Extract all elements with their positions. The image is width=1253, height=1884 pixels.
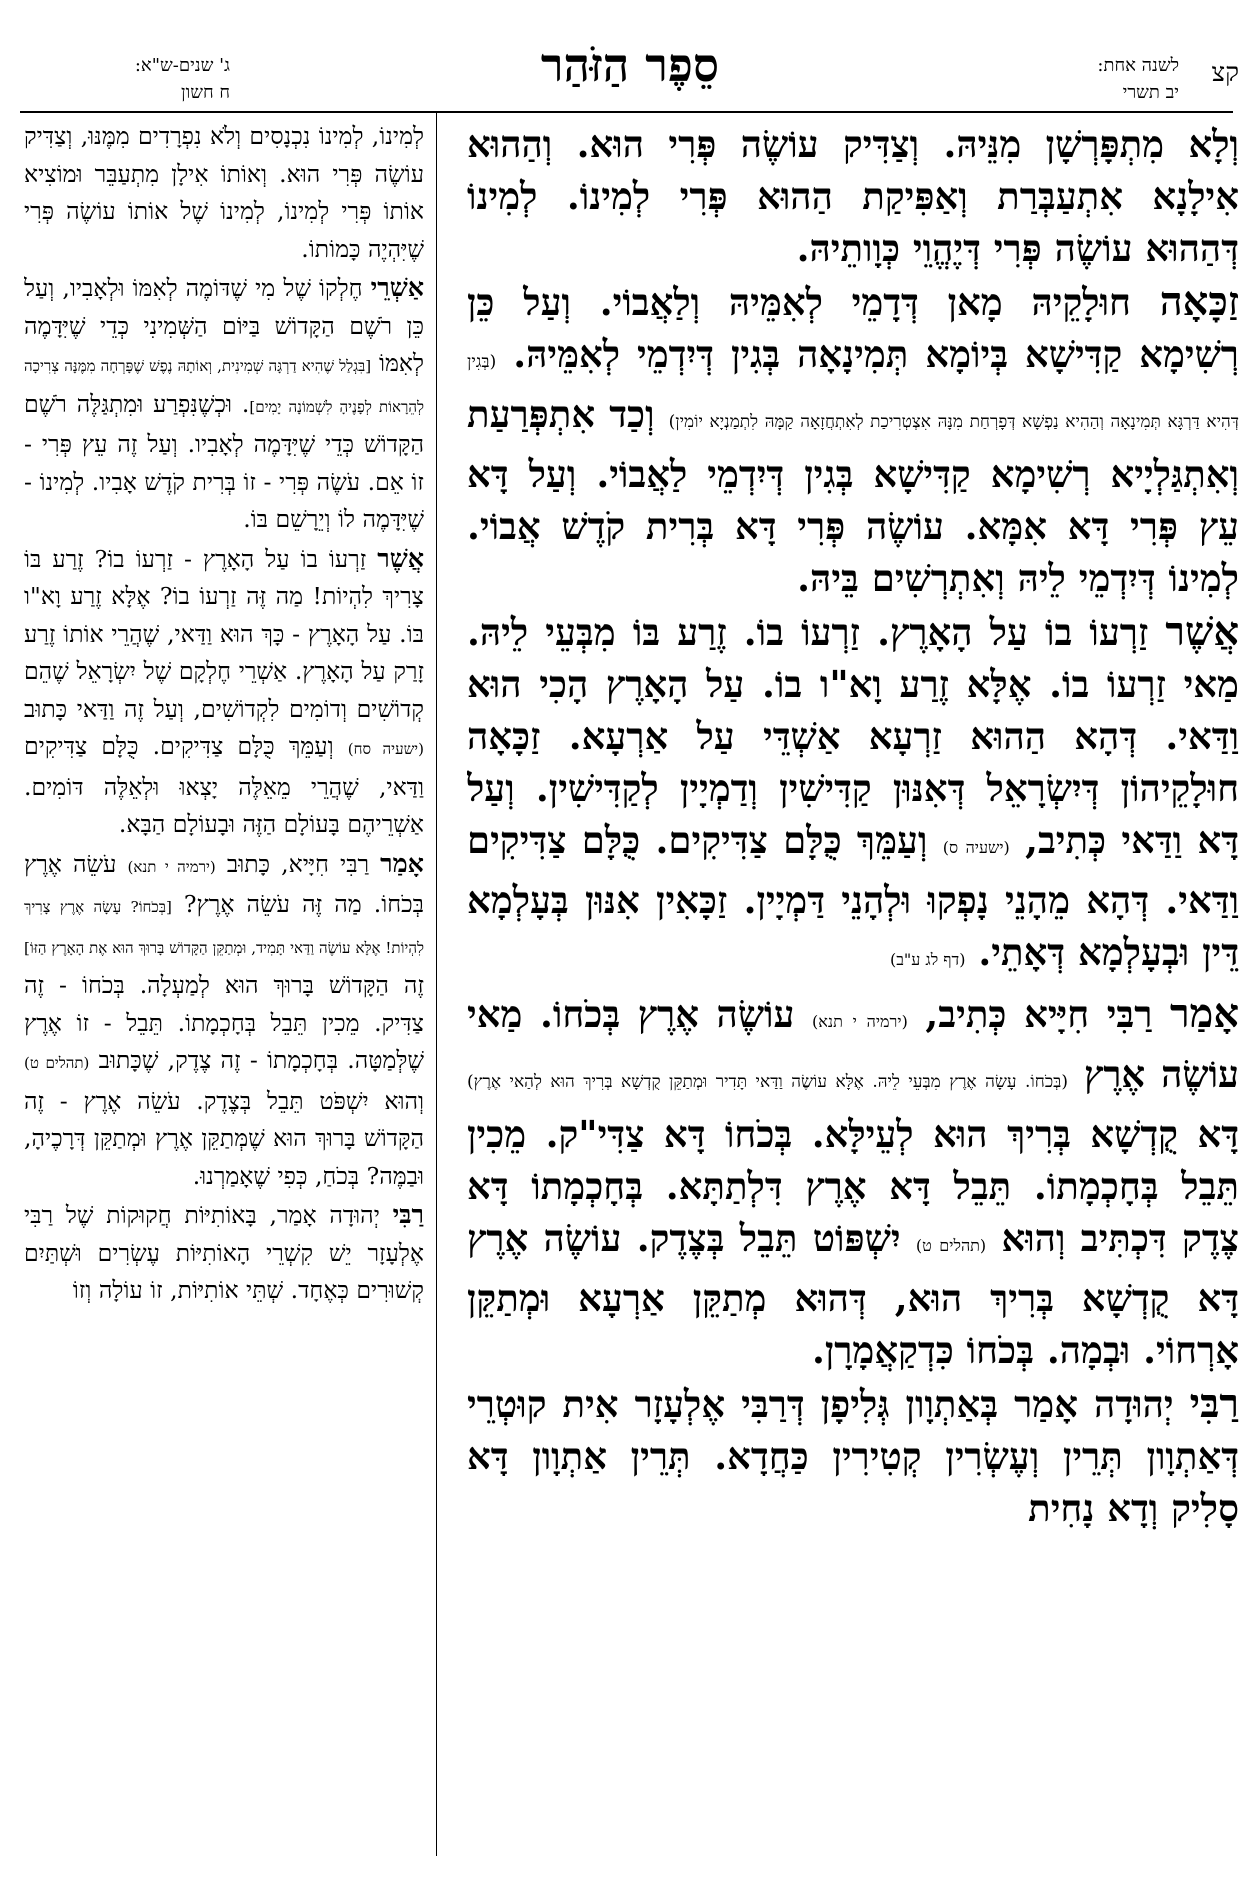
main-paragraph [467, 988, 1239, 1376]
paragraph-lead-word: אָמַר [380, 847, 424, 878]
text-run: לְמִינוֹ, לְמִינוֹ נִכְנָסִים וְלֹא נִפְרָדִים מִמֶּנּוּ, וְצַדִּיק עוֹשֶׂה פְּרִי הוּא. וְאוֹתוֹ אִילָן מִתְעַבֵּר וּמוֹצִיא אוֹתוֹ פְּרִי לְמִינוֹ, לְמִינוֹ שֶׁל אוֹתוֹ עוֹשֶׂה פְּרִי שֶׁיִּהְיֶה כָּמוֹתוֹ. [24, 122, 424, 263]
paragraph-lead-word: רַבִּי [392, 1199, 424, 1229]
main-paragraph [467, 276, 1239, 604]
text-run: וְעַמֵּךְ כֻּלָּם צַדִּיקִים. כֻּלָּם צַדִּיקִים וַדַּאי, שֶׁהֲרֵי מֵאֵלֶּה יָצְאוּ וּלְאֵלֶּה דּוֹמִים. אַשְׁרֵיהֶם בָּעוֹלָם הַזֶּה וּבָעוֹלָם הַבָּא. [24, 732, 424, 838]
aramaic-main-text [467, 118, 1239, 1858]
text-run: עוֹשֶׂה אֶרֶץ בְּכֹחוֹ. מַאי עוֹשֶׂה אֶרֶץ [467, 992, 1239, 1096]
text-run: . וּכְשֶׁנִּפְרַע וּמִתְגַּלֶּה רֹשֶׁם הַקָּדוֹשׁ כְּדֵי שֶׁיִּדָּמֶה לְאָבִיו. וְעַל זֶה עֵץ פְּרִי - זוֹ אֵם. עֹשֶׂה פְּרִי - זוֹ בְּרִית קֹדֶשׁ אָבִיו. לְמִינוֹ - שֶׁיִּדָּמֶה לוֹ וְיֵרָשֵׁם בּוֹ. [24, 389, 424, 533]
paragraph-lead-word: אַשְׁרֵי [370, 272, 424, 302]
page-title: סֵפֶר הַזֹּהַר [540, 38, 720, 92]
main-paragraph [467, 606, 1239, 986]
source-reference: (תהלים ט) [915, 1236, 987, 1255]
schedule-three-years-date: ח חשון [181, 82, 230, 103]
text-run: יְהוּדָה אָמַר בְּאַתְוָון גְּלִיפָן דְּרַבִּי אֶלְעָזָר אִית קוּטְרֵי דְּאַתְוָון תְּרֵין וְעֶשְׂרִין קְטִירִין כַּחֲדָא. תְּרֵין אַתְוָון דָּא סָלִיק וְדָא נָחִית [467, 1382, 1239, 1530]
source-reference: (ירמיה י תנא) [127, 857, 216, 876]
text-run: וְהוּא יִשְׁפֹּט תֵּבֵל בְּצֶדֶק. עֹשֵׂה אֶרֶץ - זֶה הַקָּדוֹשׁ בָּרוּךְ הוּא שֶׁמְּתַקֵּן אֶרֶץ וּמְתַקֵּן דְּרָכֶיהָ, וּבַמֶּה? בְּכֹחַ, כְּפִי שֶׁאָמַרְנוּ. [24, 1086, 424, 1190]
source-reference: (תהלים ט) [24, 1054, 90, 1072]
paragraph-lead-word: רַבִּי [1189, 1380, 1239, 1427]
text-run: דָּא קֻדְשָׁא בְּרִיךְ הוּא לְעֵילָּא. בְּכֹחוֹ דָּא צַדִּי"ק. מֵכִין תֵּבֵל בְּחָכְמָתוֹ. תֵּבֵל דָּא אֶרֶץ דִּלְתַתָּא. בְּחָכְמָתוֹ דָּא צֶדֶק דִּכְתִּיב וְהוּא [467, 1112, 1239, 1260]
text-run: וְעַמֵּךְ כֻּלָּם צַדִּיקִים. כֻּלָּם צַדִּיקִים וַדַּאי. דְּהָא מֵהָנֵי נָפְקוּ וּלְהָנֵי דַּמְיָין. זַכָּאִין אִנּוּן בְּעָלְמָא דֵּין וּבְעָלְמָא דְּאָתֵי. [467, 818, 1239, 974]
text-run: יְהוּדָה אָמַר, בָּאוֹתִיּוֹת חֲקוּקוֹת שֶׁל רַבִּי אֶלְעָזָר יֵשׁ קִשְׁרֵי הָאוֹתִיּוֹת עֶשְׂרִים וּשְׁתַּיִם קְשׁוּרִים כְּאֶחָד. שְׁתֵּי אוֹתִיּוֹת, זוֹ עוֹלָה וְזוֹ [24, 1201, 424, 1304]
text-run: רַבִּי חִיָּיא, כָּתוּב [215, 849, 381, 878]
side-paragraph [24, 540, 424, 844]
text-run: חֶלְקוֹ שֶׁל מִי שֶׁדּוֹמֶה לְאִמּוֹ וּלְאָבִיו, וְעַל כֵּן רֹשֶׁם הַקָּדוֹשׁ בַּיּוֹם הַשְּׁמִינִי כְּדֵי שֶׁיִּדָּמֶה לְאִמּוֹ [24, 274, 424, 377]
side-paragraph [24, 118, 424, 268]
paragraph-lead-word: אֲשֶׁר [377, 542, 424, 573]
main-paragraph [467, 118, 1239, 274]
page-number: קצ [1211, 58, 1239, 88]
side-paragraph [24, 845, 424, 1196]
schedule-three-years [30, 52, 230, 106]
text-run: זַרְעוֹ בוֹ עַל הָאָרֶץ - זַרְעוֹ בוֹ? זֶרַע בּוֹ צָרִיךְ לִהְיוֹת! מַה זֶּה זַרְעוֹ בוֹ? אֶלָּא זֶרַע וָא"ו בּוֹ. עַל הָאָרֶץ - כָּךְ הוּא וַדַּאי, שֶׁהֲרֵי אוֹתוֹ זֶרַע זָרַק עַל הָאָרֶץ. אַשְׁרֵי חֶלְקָם שֶׁל יִשְׂרָאֵל שֶׁהֵם קְדוֹשִׁים וְדוֹמִים לִקְדוֹשִׁים, וְעַל זֶה וַדַּאי כָּתוּב [24, 544, 424, 723]
text-run: חוּלָקֵיהּ מָאן דְּדָמֵי לְאִמֵּיהּ וְלַאֲבוֹי. וְעַל כֵּן רְשִׁימָא קַדִּישָׁא בְּיוֹמָא תְּמִינָאָה בְּגִין דְּיִדְמֵי לְאִמֵּיהּ. [467, 280, 1239, 376]
schedule-one-year-label: לשנה אחת: [1097, 55, 1179, 76]
text-run: זַרְעוֹ בוֹ עַל הָאָרֶץ. זַרְעוֹ בוֹ. זֶרַע בּוֹ מִבְּעֵי לֵיהּ. מַאי זַרְעוֹ בוֹ. אֶלָּא זֶרַע וָא"ו בוֹ. עַל הָאָרֶץ הָכִי הוּא וַדַּאי. דְּהָא הַהוּא זַרְעָא אַשְׁדֵּי עַל אַרְעָא. זַכָּאָה חוּלָקֵיהוֹן דְּיִשְׂרָאֵל דְּאִנּוּן קַדִּישִׁין וְדַמְיָין לְקַדִּישִׁין. וְעַל דָּא וַדַּאי כְּתִיב, [467, 610, 1239, 862]
text-run: זֶה הַקָּדוֹשׁ בָּרוּךְ הוּא לְמַעְלָה. בְּכֹחוֹ - זֶה צַדִּיק. מֵכִין תֵּבֵל בְּחָכְמָתוֹ. תֵּבֵל - זוֹ אֶרֶץ שֶׁלְּמַטָּה. בְּחָכְמָתוֹ - זֶה צֶדֶק, שֶׁכָּתוּב [24, 971, 424, 1074]
source-reference: (ישעיה סח) [347, 740, 424, 758]
schedule-three-years-label: ג' שנים-ש"א: [134, 55, 230, 76]
bracket-note: [בִּגְלַל שֶׁהִיא דַרְגָּה שְׁמִינִית, וְאוֹתָהּ נֶפֶשׁ שֶׁפָּרְחָה מִמֶּנָּה צְרִיכָה לְהֵרָאוֹת לְפָנֶיהָ לִשְׁמוֹנָה יָמִים] [24, 357, 424, 416]
text-run: עֹשֵׂה אֶרֶץ בְּכֹחוֹ. מַה זֶּה עֹשֵׂה אֶרֶץ? [24, 849, 424, 918]
schedule-one-year [1097, 52, 1179, 106]
side-paragraph [24, 1196, 424, 1310]
source-reference: (דף לג ע"ב) [889, 950, 966, 969]
column-divider [436, 111, 437, 1856]
side-paragraph [24, 269, 424, 539]
hebrew-translation-text [24, 118, 424, 1858]
source-reference: (ישעיה ס) [942, 838, 1010, 857]
bracket-note: (בְּכֹחוֹ. עָשָׂה אֶרֶץ מִבְּעֵי לֵיהּ. אֶלָּא עוֹשֶׂה וַדַּאי תָּדִיר וּמְתַקֵּן קֻדְשָׁא בְּרִיךְ הוּא לְהַאי אֶרֶץ) [467, 1072, 1068, 1092]
paragraph-lead-word: זַכָּאָה [1159, 278, 1239, 325]
bracket-note: [בְּכֹחוֹ? עָשָׂה אֶרֶץ צָרִיךְ לִהְיוֹת! אֶלָּא עוֹשֶׂה וַדַּאי תָּמִיד, וּמְתַקֵּן הַקָּדוֹשׁ בָּרוּךְ הוּא אֶת הָאָרֶץ הַזּוֹ] [24, 898, 424, 957]
header-rule [20, 111, 1233, 113]
text-run: וְכַד אִתְפְּרַעַת וְאִתְגַּלְיָיא רְשִׁימָא קַדִּישָׁא בְּגִין דְּיִדְמֵי לַאֲבוֹי. וְעַל דָּא עֵץ פְּרִי דָּא אִמָּא. עוֹשֶׂה פְּרִי דָּא בְּרִית קֹדֶשׁ אֲבוֹי. לְמִינוֹ דְּיִדְמֵי לֵיהּ וְאִתְרְשִׁים בֵּיהּ. [467, 392, 1239, 600]
text-run: וְלָא מִתְפָּרְשָׁן מִנֵּיהּ. וְצַדִּיק עוֹשֶׂה פְּרִי הוּא. וְהַהוּא אִילָנָא אִתְעַבְּרַת וְאַפִּיקַת הַהוּא פְּרִי לְמִינוֹ. לְמִינוֹ דְּהַהוּא עוֹשֶׂה פְּרִי דְּיֶהֱוֵי כְּוָותֵיהּ. [467, 122, 1239, 270]
schedule-one-year-date: יב תשרי [1122, 82, 1179, 103]
text-run: רַבִּי חִיָּיא כְּתִיב, [907, 992, 1171, 1036]
text-run: יִשְׁפּוֹט תֵּבֵל בְּצֶדֶק. עוֹשֶׂה אֶרֶץ דָּא קֻדְשָׁא בְּרִיךְ הוּא, דְּהוּא מְתַקֵּן אַרְעָא וּמְתַקֵּן אָרְחוֹי. וּבְמָה. בְּכֹחוֹ כִּדְקַאֲמָרָן. [467, 1216, 1239, 1372]
bracket-note: (בְּגִין דְּהִיא דַּרְגָּא תְּמִינָאָה וְהַהִיא נַפְשָׁא דְּפָרְחַת מִנָּהּ אִצְטְרִיכַת לְאִתְחֲזָאָה קַמָּהּ לִתְמַנְיָא יוֹמִין) [467, 352, 1239, 432]
paragraph-lead-word: אֲשֶׁר [1165, 608, 1239, 655]
main-paragraph [467, 1378, 1239, 1534]
paragraph-lead-word: אָמַר [1170, 990, 1239, 1037]
source-reference: (ירמיה י תנא) [812, 1012, 908, 1031]
